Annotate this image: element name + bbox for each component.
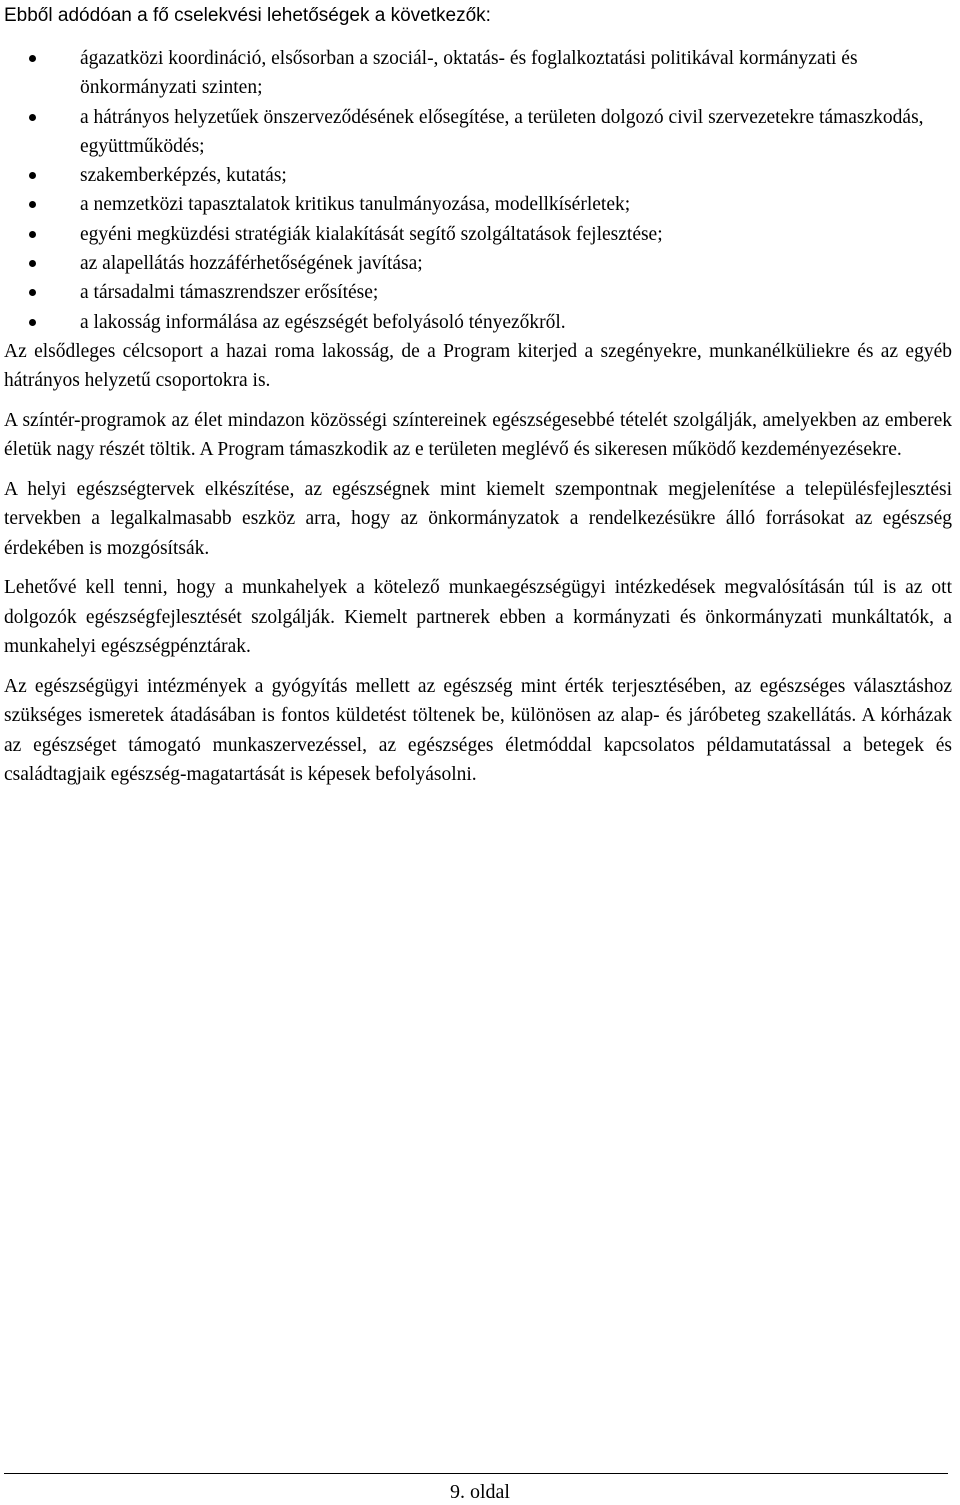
list-item-text: az alapellátás hozzáférhetőségének javítása; bbox=[80, 253, 423, 275]
list-item-text: szakemberképzés, kutatás; bbox=[80, 165, 287, 187]
bullet-dot-icon bbox=[29, 55, 36, 62]
bullet-dot-icon bbox=[29, 289, 36, 296]
list-item bbox=[4, 278, 952, 307]
bullet-dot-icon bbox=[29, 201, 36, 208]
list-item-text: a nemzetközi tapasztalatok kritikus tanulmányozása, modellkísérletek; bbox=[80, 194, 631, 216]
bullet-dot-icon bbox=[29, 231, 36, 238]
bullet-dot-icon bbox=[29, 260, 36, 267]
intro-line: Ebből adódóan a fő cselekvési lehetőségek a következők: bbox=[4, 5, 491, 26]
paragraph-setting-programs: A színtér-programok az élet mindazon közösségi színtereinek egészségesebbé tételét szolgálják, amelyekben az emberek életük nagy részét töltik. A Program támaszkodik az e területen meglévő és sikeresen működő kezdeményezésekre. bbox=[4, 409, 952, 461]
list-item bbox=[4, 190, 952, 219]
document-page bbox=[4, 0, 952, 790]
list-item-text: ágazatközi koordináció, elsősorban a szociál-, oktatás- és foglalkoztatási politikával kormányzati és önkormányzati szinten; bbox=[80, 48, 858, 99]
bullet-dot-icon bbox=[29, 319, 36, 326]
action-list bbox=[4, 44, 952, 337]
list-item bbox=[4, 308, 952, 337]
bullet-dot-icon bbox=[29, 114, 36, 121]
list-item bbox=[4, 44, 952, 103]
page-number: 9. oldal bbox=[450, 1481, 510, 1503]
paragraph-local-health-plans: A helyi egészségtervek elkészítése, az egészségnek mint kiemelt szempontnak megjelenítése a településfejlesztési tervekben a legalkalmasabb eszköz arra, hogy az önkormányzatok a rendelkezésükre álló forrásokat az egészség érdekében is mozgósítsák. bbox=[4, 478, 952, 559]
bullet-dot-icon bbox=[29, 172, 36, 179]
paragraph-workplaces: Lehetővé kell tenni, hogy a munkahelyek a kötelező munkaegészségügyi intézkedések megvalósításán túl is az ott dolgozók egészségfejlesztését szolgálják. Kiemelt partnerek ebben a kormányzati és önkormányzati munkáltatók, a munkahelyi egészségpénztárak. bbox=[4, 577, 952, 658]
list-item-text: a lakosság informálása az egészségét befolyásoló tényezőkről. bbox=[80, 311, 566, 333]
list-item bbox=[4, 103, 952, 162]
paragraph-health-institutions: Az egészségügyi intézmények a gyógyítás mellett az egészség mint érték terjesztésében, az egészséges választáshoz szükséges ismeretek átadásában is fontos küldetést töltenek be, különösen az alap- és járóbeteg szakellátás. A kórházak az egészséget támogató munkaszervezéssel, az egészséges életmóddal kapcsolatos példamutatással a betegek és családtagjaik egészség-magatartását is képesek befolyásolni. bbox=[4, 675, 952, 786]
paragraph-target-group: Az elsődleges célcsoport a hazai roma lakosság, de a Program kiterjed a szegényekre, munkanélküliekre és az egyéb hátrányos helyzetű csoportokra is. bbox=[4, 340, 952, 392]
list-item bbox=[4, 161, 952, 190]
list-item-text: a társadalmi támaszrendszer erősítése; bbox=[80, 282, 379, 304]
list-item bbox=[4, 220, 952, 249]
footer-divider bbox=[4, 1473, 948, 1474]
list-item bbox=[4, 249, 952, 278]
list-item-text: egyéni megküzdési stratégiák kialakítását segítő szolgáltatások fejlesztése; bbox=[80, 223, 663, 245]
list-item-text: a hátrányos helyzetűek önszerveződésének elősegítése, a területen dolgozó civil szervezetekre támaszkodás, együttműködés; bbox=[80, 106, 924, 157]
